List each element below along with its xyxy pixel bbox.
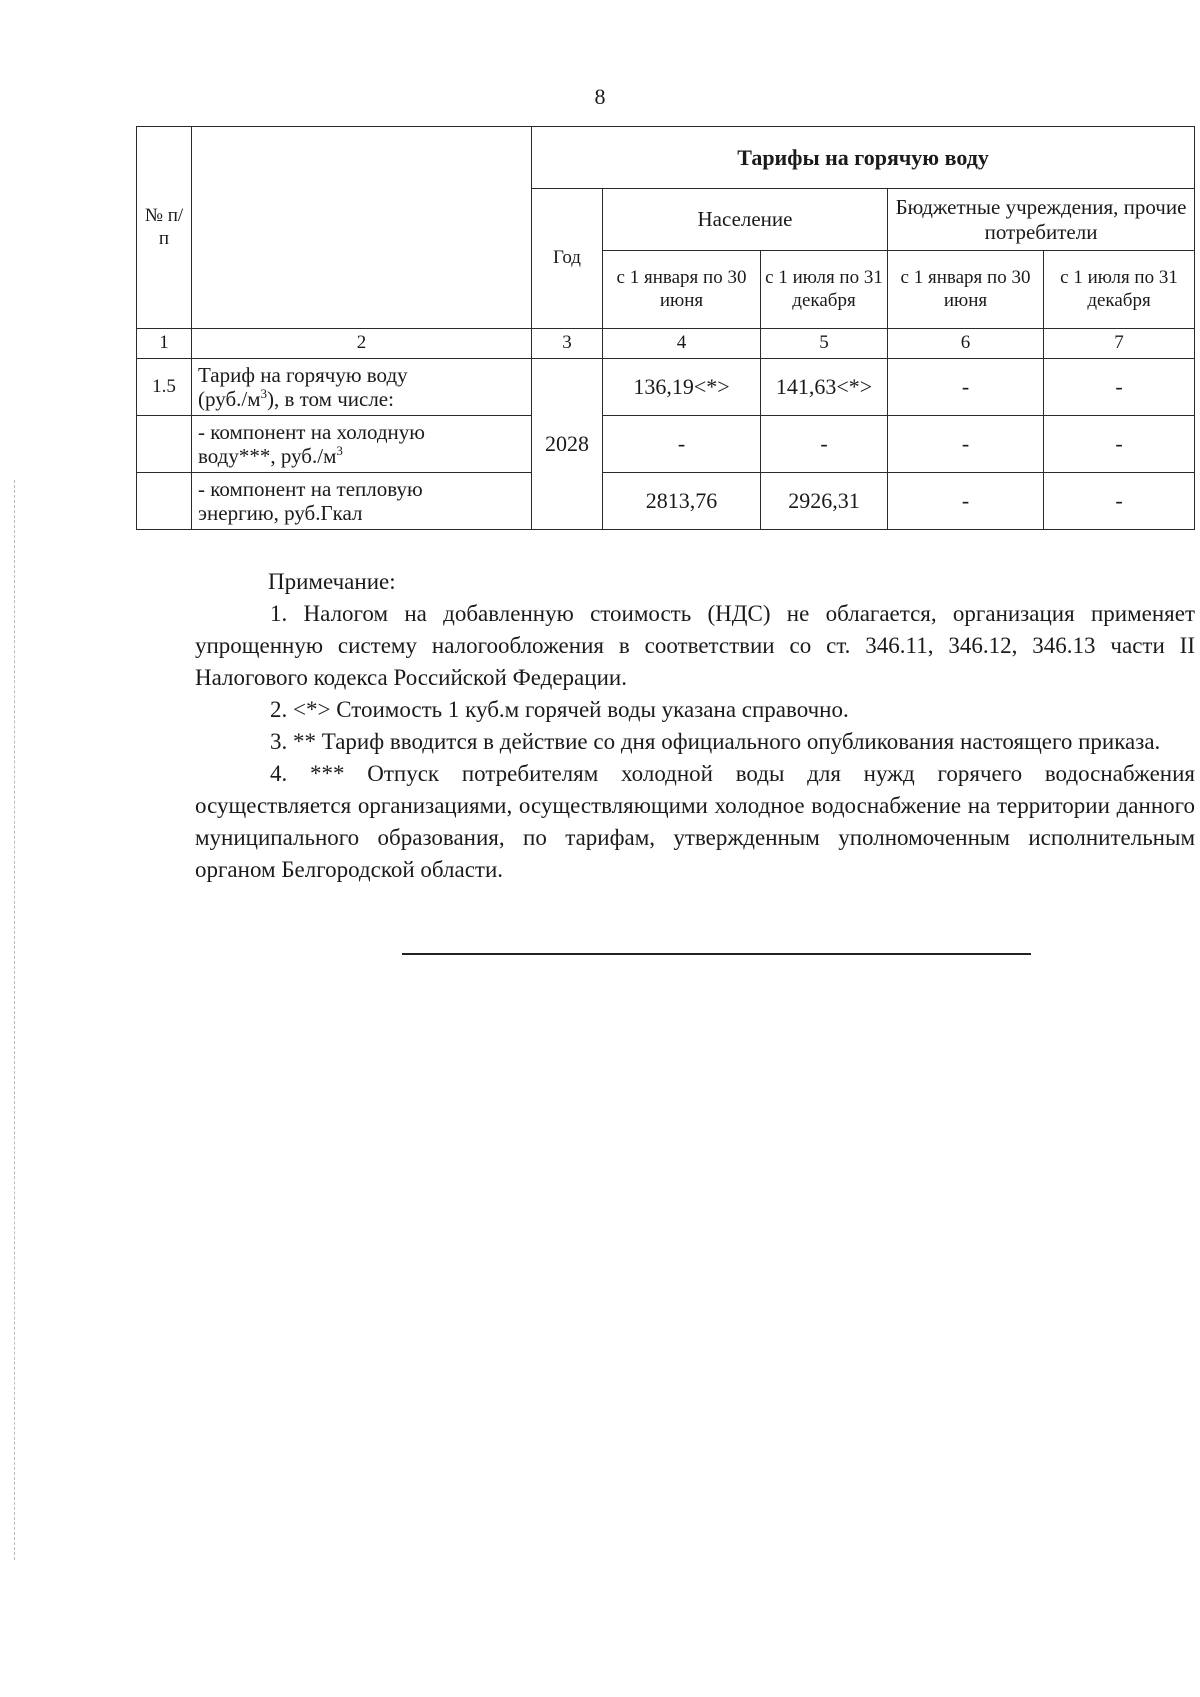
col-number-4: 4 <box>603 329 761 359</box>
note-item-2: 2. <*> Стоимость 1 куб.м горячей воды указана справочно. <box>270 697 849 722</box>
row-number: 1.5 <box>137 359 192 416</box>
header-number-cell: № п/п <box>137 127 192 329</box>
col-number-3: 3 <box>532 329 603 359</box>
row-name: - компонент на тепловую энергию, руб.Гкал <box>192 473 532 530</box>
header-jul-dec-budget: с 1 июля по 31 декабря <box>1044 251 1195 329</box>
header-jan-jun-budget: с 1 января по 30 июня <box>888 251 1044 329</box>
separator-line <box>402 953 1031 955</box>
note-item-1: 1. Налогом на добавленную стоимость (НДС) не облагается, организация применяет упрощенную систему налогообложения в соответствии со ст. 346.11, 346.12, 346.13 части II Налогового кодекса Российской Федерации. <box>195 601 1195 690</box>
col-number-2: 2 <box>192 329 532 359</box>
value-budget-jan-jun: - <box>888 416 1044 473</box>
col-number-5: 5 <box>761 329 888 359</box>
header-budget: Бюджетные учреждения, прочие потребители <box>888 189 1195 251</box>
header-year: Год <box>532 189 603 329</box>
col-number-6: 6 <box>888 329 1044 359</box>
header-group-title: Тарифы на горячую воду <box>532 127 1195 189</box>
value-population-jul-dec: 2926,31 <box>761 473 888 530</box>
table-row <box>137 359 1195 416</box>
notes-section <box>195 566 1195 886</box>
header-jul-dec-population: с 1 июля по 31 декабря <box>761 251 888 329</box>
col-number-1: 1 <box>137 329 192 359</box>
value-population-jan-jun: - <box>603 416 761 473</box>
page-number: 8 <box>594 84 606 109</box>
row-number <box>137 416 192 473</box>
row-name: - компонент на холодную воду***, $руб./м^3$ <box>192 416 532 473</box>
row-name: Тариф на горячую воду $(руб./м^3)$, в том числе: <box>192 359 532 416</box>
row-number <box>137 473 192 530</box>
value-budget-jan-jun: - <box>888 473 1044 530</box>
value-budget-jan-jun: - <box>888 359 1044 416</box>
value-population-jul-dec: 141,63<*> <box>761 359 888 416</box>
value-budget-jul-dec: - <box>1044 359 1195 416</box>
table-row <box>137 473 1195 530</box>
value-budget-jul-dec: - <box>1044 473 1195 530</box>
header-population: Население <box>603 189 888 251</box>
scan-edge-artifact <box>14 480 15 1560</box>
table-row <box>137 416 1195 473</box>
col-number-7: 7 <box>1044 329 1195 359</box>
year-cell: 2028 <box>532 359 603 530</box>
value-population-jan-jun: 136,19<*> <box>603 359 761 416</box>
header-name-cell <box>192 127 532 329</box>
value-population-jan-jun: 2813,76 <box>603 473 761 530</box>
notes-title: Примечание: <box>268 569 396 594</box>
note-item-4: 4. *** Отпуск потребителям холодной воды для нужд горячего водоснабжения осуществляется организациями, осуществляющими холодное водоснабжение на территории данного муниципального образования, по тарифам, утвержденным уполномоченным исполнительным органом Белгородской области. <box>195 761 1195 882</box>
value-budget-jul-dec: - <box>1044 416 1195 473</box>
tariff-table <box>136 126 1195 530</box>
value-population-jul-dec: - <box>761 416 888 473</box>
header-jan-jun-population: с 1 января по 30 июня <box>603 251 761 329</box>
note-item-3: 3. ** Тариф вводится в действие со дня официального опубликования настоящего приказа. <box>270 729 1161 754</box>
